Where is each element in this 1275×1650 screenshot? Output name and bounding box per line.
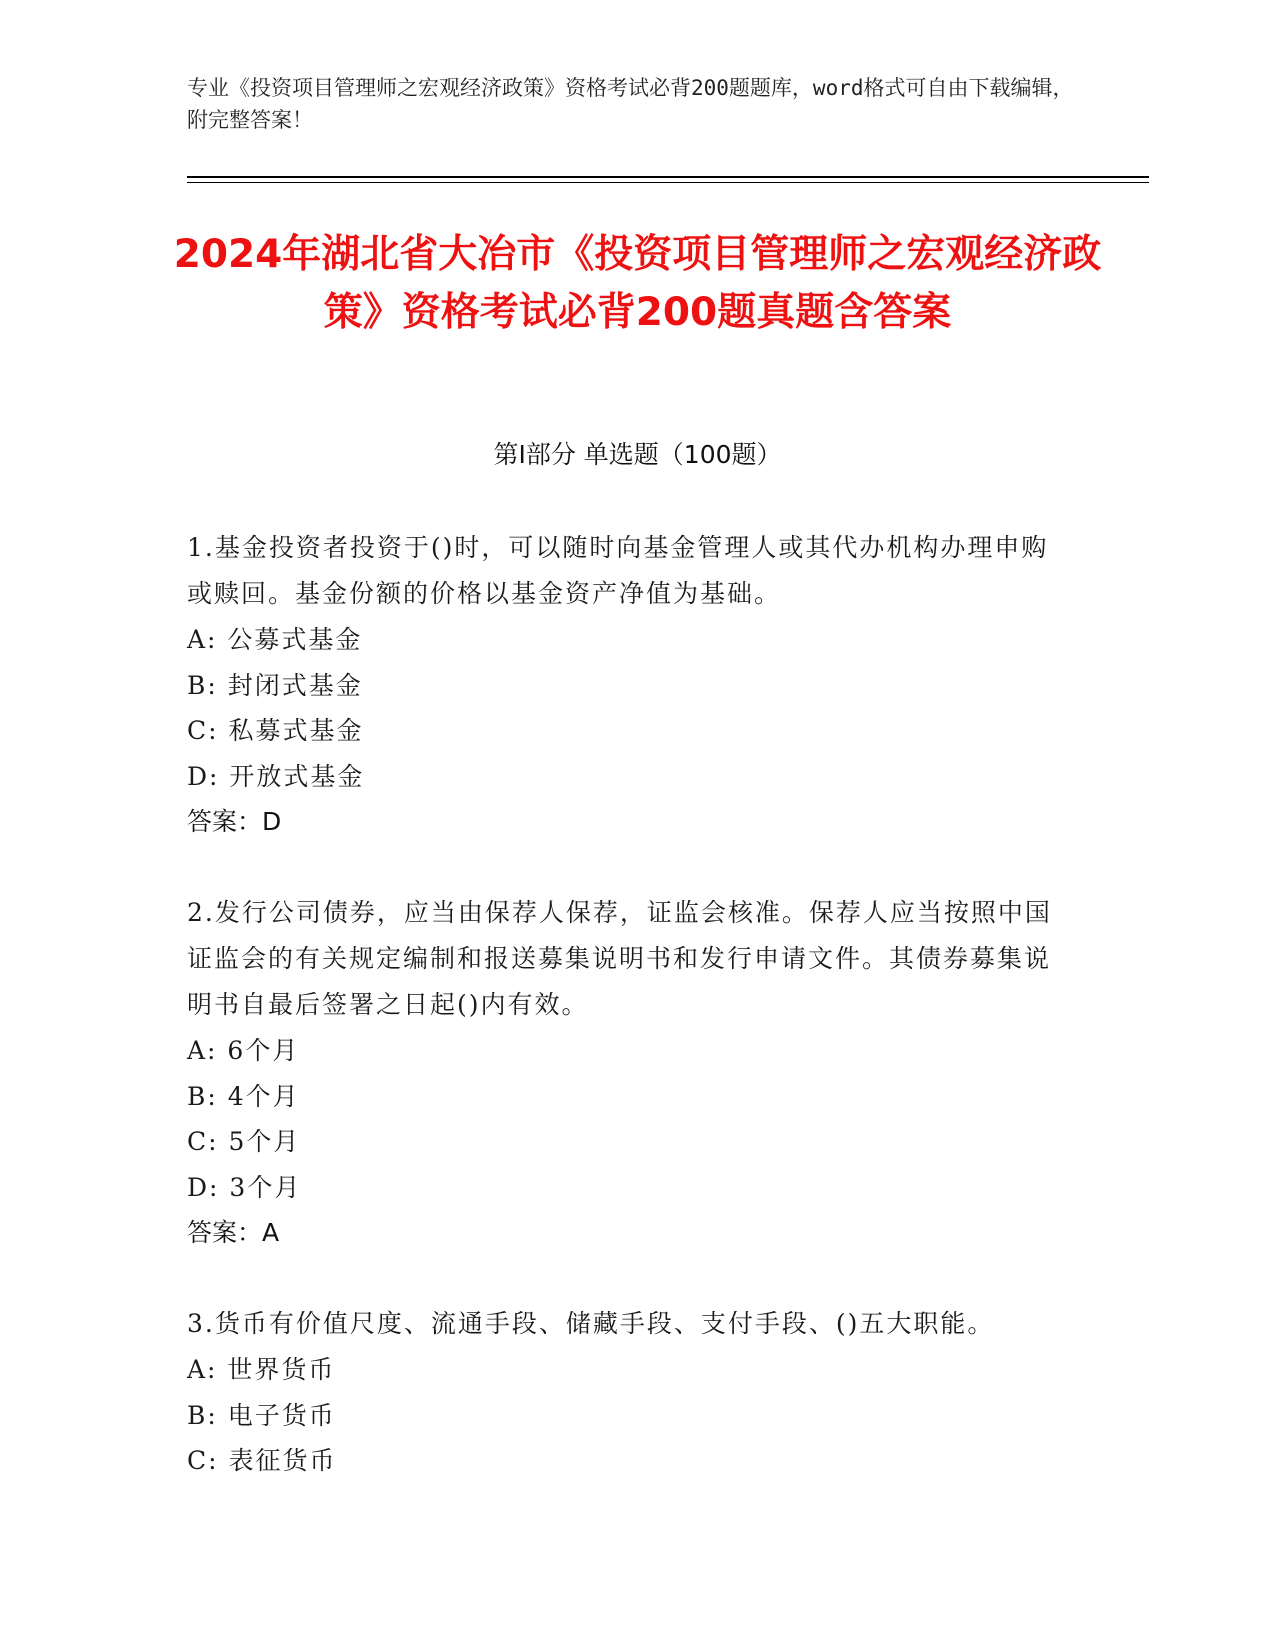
question-stem: 1.基金投资者投资于()时，可以随时向基金管理人或其代办机构办理申购或赎回。基金份额的价格以基金资产净值为基础。 xyxy=(187,533,1049,608)
option-a: A: 6个月 xyxy=(187,1036,300,1065)
option-b: B: 4个月 xyxy=(187,1081,300,1111)
question-stem: 2.发行公司债券，应当由保荐人保荐，证监会核准。保荐人应当按照中国证监会的有关规定编制和报送募集说明书和发行申请文件。其债券募集说明书自最后签署之日起()内有效。 xyxy=(187,898,1052,1019)
header-note: 专业《投资项目管理师之宏观经济政策》资格考试必背200题题库，word格式可自由下载编辑，附完整答案！ xyxy=(187,76,1074,132)
option-c: C: 表征货币 xyxy=(187,1446,337,1475)
option-b: B: 封闭式基金 xyxy=(187,670,363,700)
question-list xyxy=(187,525,1067,1529)
header-divider-thin xyxy=(187,182,1149,183)
option-c: C: 私募式基金 xyxy=(187,716,364,745)
document-title: 2024年湖北省大冶市《投资项目管理师之宏观经济政策》资格考试必背200题真题含答案 xyxy=(173,232,1102,335)
option-d: D: 3个月 xyxy=(187,1172,302,1202)
question-2 xyxy=(187,890,1067,1256)
option-a: A: 公募式基金 xyxy=(187,625,363,654)
option-a: A: 世界货币 xyxy=(187,1355,336,1384)
question-stem: 3.货币有价值尺度、流通手段、储藏手段、支付手段、()五大职能。 xyxy=(187,1309,995,1338)
header-divider-thick xyxy=(187,176,1149,178)
answer-line: 答案：D xyxy=(187,807,282,836)
option-c: C: 5个月 xyxy=(187,1127,301,1156)
question-3 xyxy=(187,1301,1067,1484)
section-title: 第Ⅰ部分 单选题（100题） xyxy=(493,440,782,469)
option-d: D: 开放式基金 xyxy=(187,761,365,791)
answer-line: 答案：A xyxy=(187,1218,280,1247)
option-b: B: 电子货币 xyxy=(187,1400,336,1430)
question-1 xyxy=(187,525,1067,845)
